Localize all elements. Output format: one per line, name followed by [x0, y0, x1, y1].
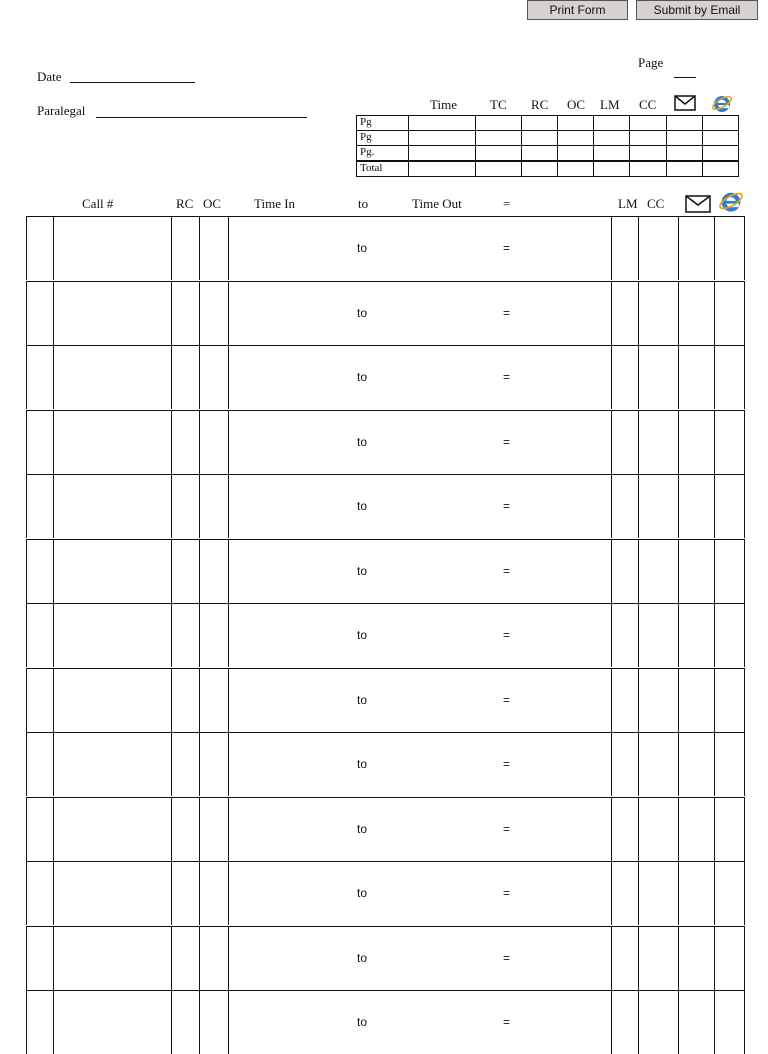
mail-cell[interactable] — [679, 283, 713, 345]
row-index-cell[interactable] — [27, 992, 53, 1054]
call-number-cell[interactable] — [54, 605, 170, 667]
log-cell-divider — [744, 604, 745, 667]
log-cell-divider — [744, 475, 745, 538]
ie-icon — [711, 92, 733, 114]
web-cell[interactable] — [715, 992, 743, 1054]
row-equals-label: = — [503, 693, 511, 707]
mail-cell[interactable] — [679, 541, 713, 603]
time-in-cell[interactable] — [229, 734, 354, 796]
lm-cell[interactable] — [612, 670, 637, 732]
oc-cell[interactable] — [200, 863, 227, 925]
row-equals-label: = — [503, 241, 511, 255]
time-in-cell[interactable] — [229, 670, 354, 732]
time-out-cell[interactable] — [446, 734, 606, 796]
web-cell[interactable] — [715, 799, 743, 861]
summary-divider — [475, 116, 476, 176]
row-index-cell[interactable] — [27, 412, 53, 474]
rc-cell[interactable] — [172, 863, 198, 925]
row-to-label: to — [357, 241, 368, 255]
row-to-label: to — [357, 628, 368, 642]
rc-cell[interactable] — [172, 734, 198, 796]
row-to-label: to — [357, 435, 368, 449]
row-to-label: to — [357, 886, 368, 900]
log-cell-divider — [744, 991, 745, 1054]
log-row — [26, 732, 745, 796]
time-in-cell[interactable] — [229, 283, 354, 345]
oc-cell[interactable] — [200, 347, 227, 409]
mail-cell[interactable] — [679, 605, 713, 667]
web-cell[interactable] — [715, 605, 743, 667]
summary-col-time: Time — [430, 97, 457, 112]
summary-divider — [593, 116, 594, 176]
web-cell[interactable] — [715, 347, 743, 409]
cc-cell[interactable] — [639, 799, 677, 861]
log-cell-divider — [744, 927, 745, 990]
row-index-cell[interactable] — [27, 928, 53, 990]
oc-cell[interactable] — [200, 412, 227, 474]
web-cell[interactable] — [715, 412, 743, 474]
log-cell-divider — [744, 411, 745, 474]
call-number-cell[interactable] — [54, 670, 170, 732]
summary-divider — [702, 116, 703, 176]
web-cell[interactable] — [715, 218, 743, 280]
oc-cell[interactable] — [200, 992, 227, 1054]
rc-cell[interactable] — [172, 218, 198, 280]
web-cell[interactable] — [715, 476, 743, 538]
call-number-cell[interactable] — [54, 928, 170, 990]
log-cell-divider — [744, 669, 745, 732]
row-equals-label: = — [503, 306, 511, 320]
page-field[interactable] — [674, 77, 696, 78]
row-to-label: to — [357, 306, 368, 320]
lm-cell[interactable] — [612, 799, 637, 861]
time-in-cell[interactable] — [229, 928, 354, 990]
cc-cell[interactable] — [639, 541, 677, 603]
time-in-cell[interactable] — [229, 992, 354, 1054]
row-index-cell[interactable] — [27, 541, 53, 603]
log-row — [26, 410, 745, 474]
lm-cell[interactable] — [612, 283, 637, 345]
mail-cell[interactable] — [679, 863, 713, 925]
col-lm: LM — [618, 196, 638, 211]
log-cell-divider — [744, 217, 745, 280]
oc-cell[interactable] — [200, 670, 227, 732]
rc-cell[interactable] — [172, 670, 198, 732]
lm-cell[interactable] — [612, 476, 637, 538]
row-equals-label: = — [503, 951, 511, 965]
oc-cell[interactable] — [200, 476, 227, 538]
cc-cell[interactable] — [639, 283, 677, 345]
rc-cell[interactable] — [172, 992, 198, 1054]
call-number-cell[interactable] — [54, 476, 170, 538]
log-row — [26, 797, 745, 861]
summary-row-label: Total — [360, 162, 383, 174]
cc-cell[interactable] — [639, 928, 677, 990]
cc-cell[interactable] — [639, 476, 677, 538]
row-index-cell[interactable] — [27, 734, 53, 796]
cc-cell[interactable] — [639, 218, 677, 280]
row-equals-label: = — [503, 564, 511, 578]
lm-cell[interactable] — [612, 928, 637, 990]
oc-cell[interactable] — [200, 605, 227, 667]
col-time-in: Time In — [254, 196, 296, 211]
summary-col-oc: OC — [567, 97, 586, 112]
time-out-cell[interactable] — [446, 541, 606, 603]
summary-divider — [666, 116, 667, 176]
log-row — [26, 668, 745, 732]
log-row — [26, 281, 745, 345]
time-in-cell[interactable] — [229, 218, 354, 280]
cc-cell[interactable] — [639, 734, 677, 796]
ie-icon — [718, 188, 744, 214]
log-cell-divider — [744, 862, 745, 925]
paralegal-label: Paralegal — [37, 103, 86, 118]
time-in-cell[interactable] — [229, 799, 354, 861]
date-label: Date — [37, 69, 62, 84]
col-oc: OC — [203, 196, 222, 211]
summary-col-rc: RC — [531, 97, 549, 112]
log-row — [26, 539, 745, 603]
mail-cell[interactable] — [679, 218, 713, 280]
col-call-number: Call # — [82, 196, 114, 211]
date-field[interactable] — [70, 82, 195, 83]
col-cc: CC — [647, 196, 665, 211]
mail-cell[interactable] — [679, 347, 713, 409]
lm-cell[interactable] — [612, 412, 637, 474]
row-equals-label: = — [503, 370, 511, 384]
call-number-cell[interactable] — [54, 799, 170, 861]
row-equals-label: = — [503, 435, 511, 449]
oc-cell[interactable] — [200, 541, 227, 603]
lm-cell[interactable] — [612, 347, 637, 409]
col-time-out: Time Out — [412, 196, 462, 211]
row-equals-label: = — [503, 628, 511, 642]
log-row — [26, 990, 745, 1054]
oc-cell[interactable] — [200, 928, 227, 990]
call-log-table — [26, 216, 745, 1029]
row-to-label: to — [357, 693, 368, 707]
summary-row-divider — [357, 130, 738, 131]
row-to-label: to — [357, 499, 368, 513]
mail-cell[interactable] — [679, 476, 713, 538]
time-out-cell[interactable] — [446, 412, 606, 474]
time-in-cell[interactable] — [229, 347, 354, 409]
row-to-label: to — [357, 951, 368, 965]
row-to-label: to — [357, 822, 368, 836]
mail-cell[interactable] — [679, 670, 713, 732]
rc-cell[interactable] — [172, 541, 198, 603]
log-row — [26, 474, 745, 538]
row-equals-label: = — [503, 822, 511, 836]
row-to-label: to — [357, 757, 368, 771]
row-index-cell[interactable] — [27, 283, 53, 345]
cc-cell[interactable] — [639, 347, 677, 409]
row-to-label: to — [357, 564, 368, 578]
rc-cell[interactable] — [172, 283, 198, 345]
mail-cell[interactable] — [679, 799, 713, 861]
cc-cell[interactable] — [639, 863, 677, 925]
call-number-cell[interactable] — [54, 863, 170, 925]
summary-row-label: Pg. — [360, 146, 375, 158]
submit-by-email-button[interactable]: Submit by Email — [636, 0, 758, 20]
web-cell[interactable] — [715, 928, 743, 990]
call-number-cell[interactable] — [54, 734, 170, 796]
call-number-cell[interactable] — [54, 992, 170, 1054]
summary-divider — [521, 116, 522, 176]
mail-cell[interactable] — [679, 734, 713, 796]
summary-col-lm: LM — [600, 97, 620, 112]
summary-row-divider — [357, 160, 738, 162]
col-rc: RC — [176, 196, 194, 211]
cc-cell[interactable] — [639, 670, 677, 732]
time-in-cell[interactable] — [229, 541, 354, 603]
time-out-cell[interactable] — [446, 218, 606, 280]
paralegal-field[interactable] — [96, 117, 307, 118]
time-out-cell[interactable] — [446, 799, 606, 861]
row-index-cell[interactable] — [27, 218, 53, 280]
col-equals: = — [503, 196, 511, 211]
lm-cell[interactable] — [612, 605, 637, 667]
mail-icon — [685, 195, 711, 213]
row-index-cell[interactable] — [27, 347, 53, 409]
oc-cell[interactable] — [200, 218, 227, 280]
rc-cell[interactable] — [172, 928, 198, 990]
time-in-cell[interactable] — [229, 476, 354, 538]
lm-cell[interactable] — [612, 734, 637, 796]
web-cell[interactable] — [715, 541, 743, 603]
web-cell[interactable] — [715, 670, 743, 732]
log-cell-divider — [744, 346, 745, 409]
log-cell-divider — [744, 733, 745, 796]
log-row — [26, 861, 745, 925]
row-index-cell[interactable] — [27, 799, 53, 861]
oc-cell[interactable] — [200, 734, 227, 796]
summary-row-label: Pg — [360, 131, 372, 143]
log-row — [26, 603, 745, 667]
summary-divider — [629, 116, 630, 176]
log-cell-divider — [744, 540, 745, 603]
time-out-cell[interactable] — [446, 605, 606, 667]
summary-table — [356, 115, 739, 177]
cc-cell[interactable] — [639, 992, 677, 1054]
summary-col-cc: CC — [639, 97, 657, 112]
time-out-cell[interactable] — [446, 283, 606, 345]
log-cell-divider — [744, 798, 745, 861]
row-index-cell[interactable] — [27, 476, 53, 538]
row-equals-label: = — [503, 886, 511, 900]
col-to: to — [358, 196, 369, 211]
oc-cell[interactable] — [200, 799, 227, 861]
web-cell[interactable] — [715, 863, 743, 925]
call-number-cell[interactable] — [54, 541, 170, 603]
mail-cell[interactable] — [679, 928, 713, 990]
time-out-cell[interactable] — [446, 992, 606, 1054]
row-index-cell[interactable] — [27, 670, 53, 732]
lm-cell[interactable] — [612, 218, 637, 280]
row-index-cell[interactable] — [27, 863, 53, 925]
cc-cell[interactable] — [639, 412, 677, 474]
time-in-cell[interactable] — [229, 863, 354, 925]
call-number-cell[interactable] — [54, 218, 170, 280]
log-row — [26, 926, 745, 990]
summary-divider — [557, 116, 558, 176]
summary-col-tc: TC — [490, 97, 507, 112]
row-index-cell[interactable] — [27, 605, 53, 667]
time-out-cell[interactable] — [446, 347, 606, 409]
time-in-cell[interactable] — [229, 605, 354, 667]
row-to-label: to — [357, 1015, 368, 1029]
web-cell[interactable] — [715, 734, 743, 796]
time-out-cell[interactable] — [446, 476, 606, 538]
mail-icon — [674, 95, 696, 111]
summary-row-divider — [357, 145, 738, 146]
oc-cell[interactable] — [200, 283, 227, 345]
web-cell[interactable] — [715, 283, 743, 345]
rc-cell[interactable] — [172, 347, 198, 409]
lm-cell[interactable] — [612, 992, 637, 1054]
print-form-button[interactable]: Print Form — [527, 0, 628, 20]
time-out-cell[interactable] — [446, 670, 606, 732]
row-to-label: to — [357, 370, 368, 384]
rc-cell[interactable] — [172, 799, 198, 861]
summary-row-label: Pg — [360, 116, 372, 128]
summary-divider — [408, 116, 409, 176]
rc-cell[interactable] — [172, 412, 198, 474]
time-out-cell[interactable] — [446, 928, 606, 990]
time-out-cell[interactable] — [446, 863, 606, 925]
row-equals-label: = — [503, 1015, 511, 1029]
time-in-cell[interactable] — [229, 412, 354, 474]
lm-cell[interactable] — [612, 541, 637, 603]
log-row — [26, 345, 745, 409]
lm-cell[interactable] — [612, 863, 637, 925]
rc-cell[interactable] — [172, 605, 198, 667]
call-number-cell[interactable] — [54, 347, 170, 409]
mail-cell[interactable] — [679, 992, 713, 1054]
call-number-cell[interactable] — [54, 412, 170, 474]
row-equals-label: = — [503, 499, 511, 513]
rc-cell[interactable] — [172, 476, 198, 538]
cc-cell[interactable] — [639, 605, 677, 667]
page-label: Page — [638, 55, 664, 70]
call-number-cell[interactable] — [54, 283, 170, 345]
log-cell-divider — [744, 282, 745, 345]
row-equals-label: = — [503, 757, 511, 771]
log-row — [26, 216, 745, 280]
mail-cell[interactable] — [679, 412, 713, 474]
